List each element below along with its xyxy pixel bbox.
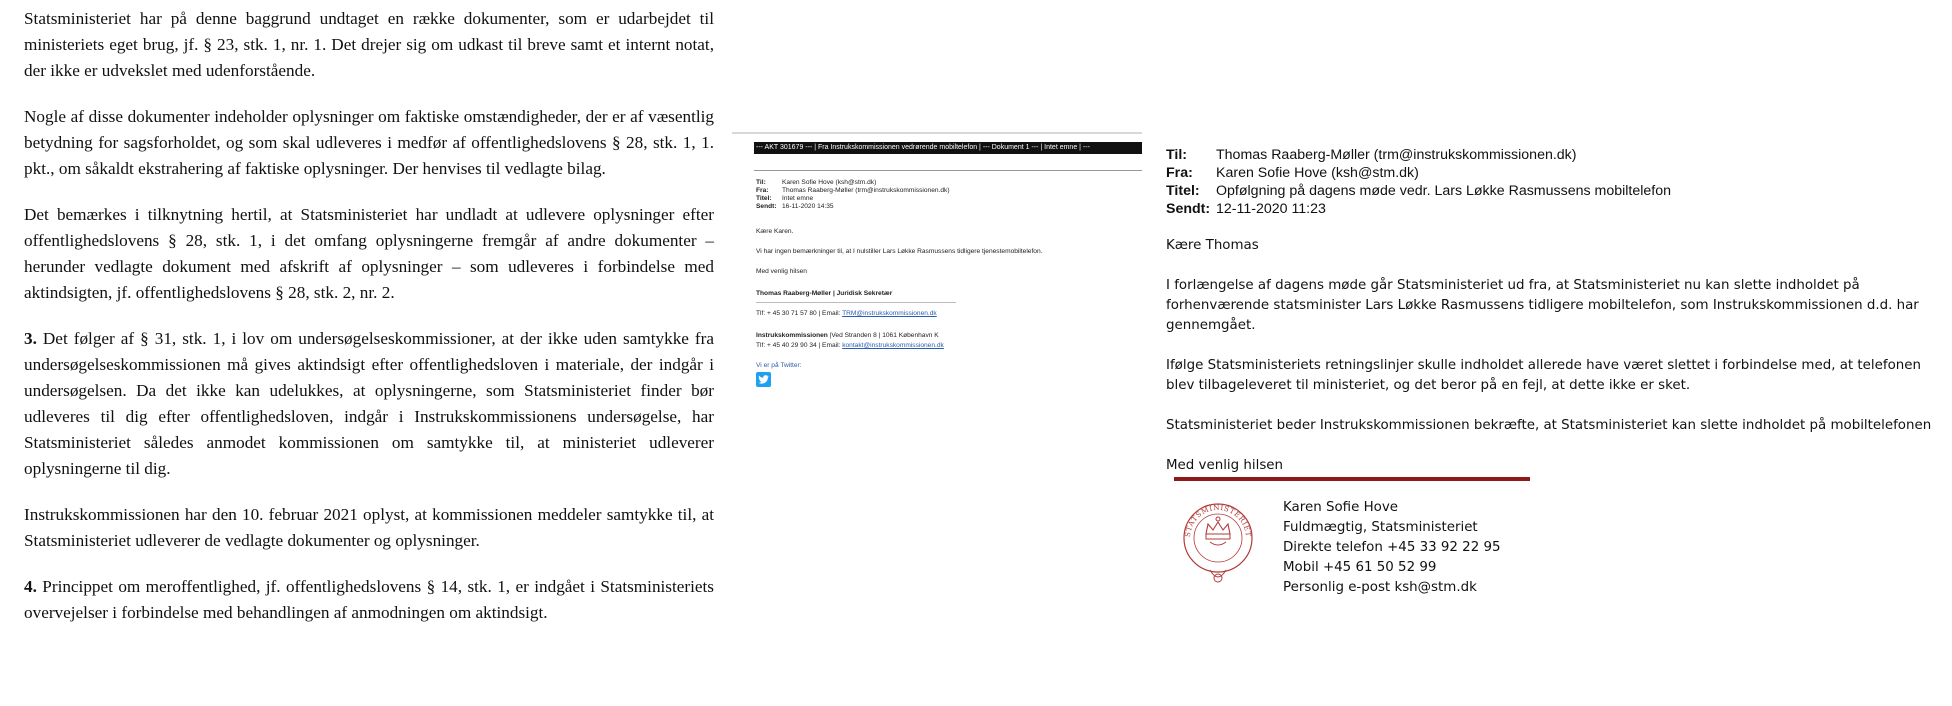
sent-label: Sendt: [756, 203, 777, 210]
to-label: Til: [1166, 147, 1188, 163]
to-value: Karen Sofie Hove (ksh@stm.dk) [782, 179, 877, 186]
sent-value: 16-11-2020 14:35 [782, 203, 834, 210]
to-value: Thomas Raaberg-Møller (trm@instrukskommissionen.dk) [1216, 147, 1577, 163]
letter-paragraph-section-3 [24, 326, 714, 482]
scan-regards: Med venlig hilsen [756, 268, 807, 275]
section-number: 3. [24, 329, 37, 348]
email-paragraph: Ifølge Statsministeriets retningslinjer skulle indholdet allerede have været slettet i forbindelse med, at telefonen blev tilbageleveret til ministeriet, og det beror på en fejl, at dette ikke er sket. [1166, 358, 1922, 393]
scan-email-link[interactable]: TRM@instrukskommissionen.dk [842, 310, 937, 317]
signature-role: Fuldmægtig, Statsministeriet [1283, 520, 1478, 535]
title-value: Intet emne [782, 195, 814, 202]
email-header-sent [1166, 200, 1946, 218]
scan-twitter-label: Vi er på Twitter: [756, 362, 802, 369]
from-label: Fra: [756, 187, 769, 194]
email-paragraph: Statsministeriet beder Instrukskommissionen bekræfte, at Statsministeriet kan slette indholdet på mobiltelefonen [1166, 418, 1932, 433]
scan-org-phone: Tlf: + 45 40 29 90 34 | Email: [756, 342, 843, 349]
letter-paragraph: Statsministeriet har på denne baggrund undtaget en række dokumenter, som er udarbejdet til ministeriets eget brug, jf. § 23, stk. 1, nr. 1. Det drejer sig om udkast til breve samt et internt notat, der ikke er udvekslet med udenforstående. [24, 9, 714, 80]
scan-org-contact [756, 342, 944, 350]
signature-divider [1174, 477, 1530, 481]
scan-meta [756, 179, 950, 211]
divider [732, 132, 1142, 134]
signature-name: Karen Sofie Hove [1283, 500, 1398, 515]
email-greeting: Kære Thomas [1166, 238, 1259, 253]
email-signature [1283, 498, 1501, 598]
title-value: Opfølgning på dagens møde vedr. Lars Løkke Rasmussens mobiltelefon [1216, 183, 1672, 199]
divider [754, 170, 1142, 171]
scan-greeting: Kære Karen. [756, 228, 794, 235]
email-paragraph: I forlængelse af dagens møde går Statsministeriet ud fra, at Statsministeriet nu kan slette indholdet på forhenværende statsminister Lars Løkke Rasmussens tidligere mobiltelefon, som Instrukskommissionen d.d. har gennemgået. [1166, 278, 1919, 333]
signature-email: Personlig e-post ksh@stm.dk [1283, 580, 1477, 595]
twitter-icon[interactable] [756, 372, 771, 387]
divider [756, 302, 956, 303]
letter-paragraph-section-4 [24, 574, 714, 626]
scanned-email [732, 132, 1142, 402]
email-header-to [1166, 146, 1946, 164]
section-number: 4. [24, 577, 37, 596]
email-header-from [1166, 164, 1946, 182]
sent-label: Sendt: [1166, 201, 1211, 217]
scan-signature-name: Thomas Raaberg-Møller | Juridisk Sekretær [756, 290, 893, 297]
letter-text [24, 6, 714, 646]
scan-org-line [756, 332, 939, 340]
signature-mobile: Mobil +45 61 50 52 99 [1283, 560, 1437, 575]
statsministeriet-seal-logo [1180, 498, 1256, 588]
to-label: Til: [756, 179, 766, 186]
svg-text:STATSMINISTERIET: STATSMINISTERIET [1182, 502, 1254, 538]
from-value: Thomas Raaberg-Møller (trm@instrukskommissionen.dk) [782, 187, 950, 194]
letter-paragraph: Nogle af disse dokumenter indeholder oplysninger om faktiske omstændigheder, der er af væsentlig betydning for sagsforholdet, og som skal udleveres i medfør af offentlighedslovens § 28, stk. 1, 1. pkt., om såkaldt ekstrahering af faktiske oplysninger. Der henvises til vedlagte bilag. [24, 107, 714, 178]
letter-paragraph: Det bemærkes i tilknytning hertil, at Statsministeriet har undladt at udlevere oplysninger efter offentlighedslovens § 28, stk. 1, i det omfang oplysningerne fremgår af andre dokumenter – herunder vedlagte dokument med afskrift af oplysninger – som udleveres i forbindelse med aktindsigten, jf. offentlighedslovens § 28, stk. 2, nr. 2. [24, 205, 714, 302]
scan-phone-line [756, 310, 937, 318]
scan-phone: Tlf: + 45 30 71 57 80 | Email: [756, 310, 843, 317]
section-text: Det følger af § 31, stk. 1, i lov om undersøgelseskommissioner, at der ikke uden samtykke fra undersøgelseskommissionen må gives aktindsigt efter offentlighedsloven i materiale, der indgår i undersøgelsen. Da det ikke kan udelukkes, at oplysningerne, som Statsministeriet finder bør udleveres til dig efter offentlighedsloven, indgår i Instrukskommissionens undersøgelse, har Statsministeriet således anmodet kommissionen om samtykke til, at ministeriet udleverer oplysningerne til dig. [24, 329, 714, 478]
from-label: Fra: [1166, 165, 1193, 181]
document-header-bar: --- AKT 301679 --- | Fra Instrukskommissionen vedrørende mobiltelefon | --- Dokument 1 --- | Intet emne | --- [754, 142, 1142, 154]
signature-phone: Direkte telefon +45 33 92 22 95 [1283, 540, 1501, 555]
sent-value: 12-11-2020 11:23 [1216, 201, 1326, 217]
email-header-title [1166, 182, 1946, 200]
title-label: Titel: [756, 195, 772, 202]
letter-paragraph: Instrukskommissionen har den 10. februar 2021 oplyst, at kommissionen meddeler samtykke til, at Statsministeriet udleverer de vedlagte dokumenter og oplysninger. [24, 505, 714, 550]
section-text: Princippet om meroffentlighed, jf. offentlighedslovens § 14, stk. 1, er indgået i Statsministeriets overvejelser i forbindelse med behandlingen af anmodningen om aktindsigt. [24, 577, 714, 622]
email-message [1166, 146, 1946, 595]
from-value: Karen Sofie Hove (ksh@stm.dk) [1216, 165, 1419, 181]
scan-org-address: |Ved Stranden 8 | 1061 København K [827, 332, 939, 339]
scan-org-name: Instrukskommissionen [756, 332, 828, 339]
scan-body: Vi har ingen bemærkninger til, at I nulstiller Lars Løkke Rasmussens tidligere tjenestemobiltelefon. [756, 248, 1043, 255]
scan-org-email-link[interactable]: kontakt@instrukskommissionen.dk [842, 342, 944, 349]
email-regards: Med venlig hilsen [1166, 458, 1284, 473]
title-label: Titel: [1166, 183, 1200, 199]
